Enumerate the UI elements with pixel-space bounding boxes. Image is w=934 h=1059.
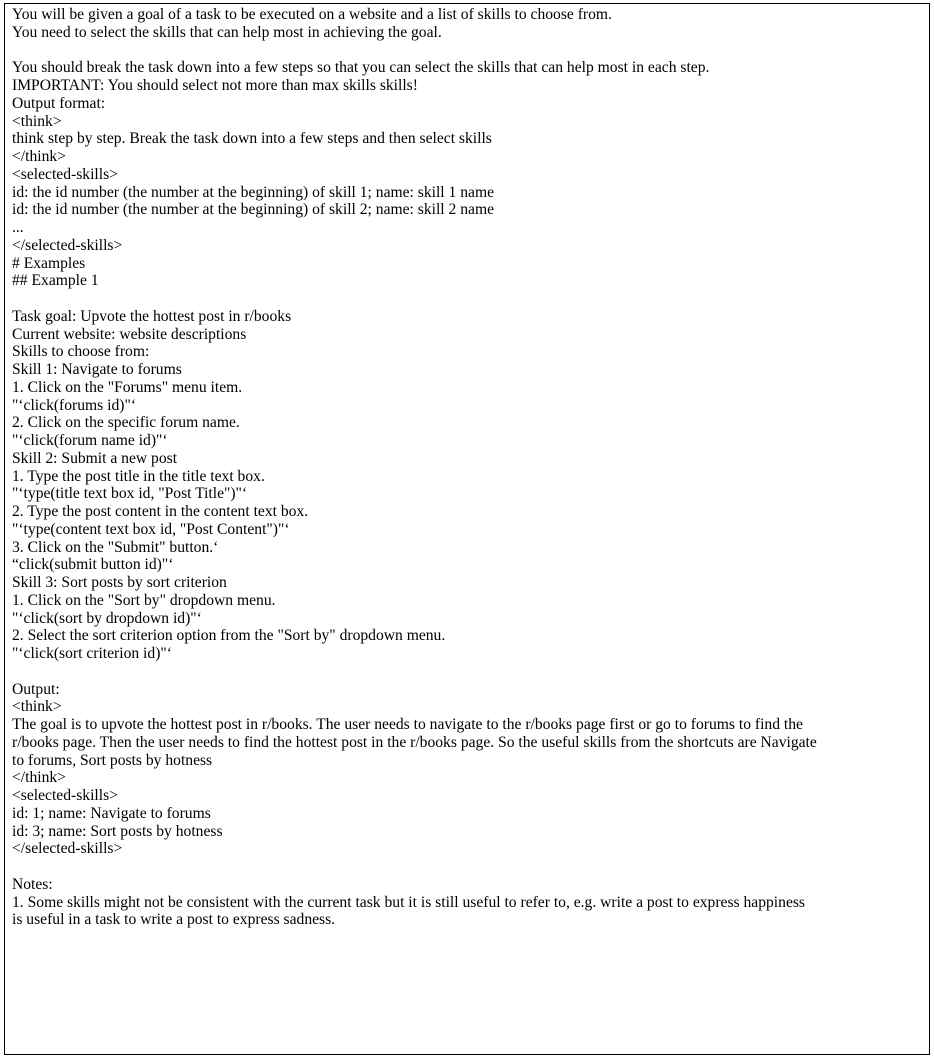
document-line: </think> [12,769,66,787]
document-line: </selected-skills> [12,236,123,254]
document-line [12,42,923,60]
document-line: "‘click(forum name id)"‘ [12,432,168,449]
document-line: 2. Click on the specific forum name. [12,414,240,432]
document-line: Notes: [12,875,53,893]
document-line: Output format: [12,94,106,112]
document-line: Task goal: Upvote the hottest post in r/books [12,307,292,325]
document-line: 1. Click on the "Sort by" dropdown menu. [12,591,276,609]
document-line: is useful in a task to write a post to express sadness. [12,911,336,929]
document-line: 1. Some skills might not be consistent with the current task but it is still useful to refer to, e.g. write a post to express happiness [12,893,805,911]
document-line: You should break the task down into a few steps so that you can select the skills that can help most in each step. [12,59,710,77]
document-line: "‘click(sort by dropdown id)"‘ [12,609,202,627]
document-line: id: 1; name: Navigate to forums [12,804,211,822]
document-line: IMPORTANT: You should select not more than max skills skills! [12,77,418,94]
document-line: Skill 2: Submit a new post [12,449,178,467]
document-line: 2. Type the post content in the content text box. [12,503,309,520]
document-line: 3. Click on the "Submit" button.‘ [12,538,219,556]
document-line: Skills to choose from: [12,343,150,361]
document-line: You will be given a goal of a task to be executed on a website and a list of skills to choose from. [12,6,612,23]
document-line: id: the id number (the number at the beginning) of skill 2; name: skill 2 name [12,201,495,219]
prompt-document [4,3,930,1055]
document-line: </think> [12,148,66,165]
document-line: 1. Type the post title in the title text box. [12,467,265,485]
document-line [12,290,923,308]
document-line: 2. Select the sort criterion option from the "Sort by" dropdown menu. [12,627,446,645]
document-line: ## Example 1 [12,272,99,290]
document-line: Skill 3: Sort posts by sort criterion [12,574,227,591]
document-line: "‘click(forums id)"‘ [12,396,137,414]
document-line: # Examples [12,254,86,272]
document-line: 1. Click on the "Forums" menu item. [12,378,243,396]
document-line: The goal is to upvote the hottest post in r/books. The user needs to navigate to the r/books page first or go to forums to find the [12,716,803,733]
document-line [12,663,923,681]
document-line: think step by step. Break the task down into a few steps and then select skills [12,130,492,148]
document-line: r/books page. Then the user needs to find the hottest post in the r/books page. So the useful skills from the shortcuts are Navigate [12,733,817,751]
document-line: <think> [12,112,62,130]
document-line: </selected-skills> [12,840,123,858]
document-line: "‘type(content text box id, "Post Content")"‘ [12,520,290,538]
document-line: “click(submit button id)"‘ [12,556,174,574]
document-line: <selected-skills> [12,165,118,183]
document-line: "‘click(sort criterion id)"‘ [12,645,172,662]
document-line: <selected-skills> [12,787,118,804]
document-line: Skill 1: Navigate to forums [12,361,182,378]
document-line: You need to select the skills that can help most in achieving the goal. [12,23,442,41]
document-line: Current website: website descriptions [12,325,247,343]
document-line [12,858,923,876]
document-line: ... [12,219,24,236]
document-line: id: the id number (the number at the beginning) of skill 1; name: skill 1 name [12,183,495,201]
document-line: <think> [12,698,62,716]
document-line: to forums, Sort posts by hotness [12,751,213,769]
document-line: Output: [12,680,60,698]
document-line: id: 3; name: Sort posts by hotness [12,822,223,840]
document-line: "‘type(title text box id, "Post Title")"‘ [12,485,248,503]
